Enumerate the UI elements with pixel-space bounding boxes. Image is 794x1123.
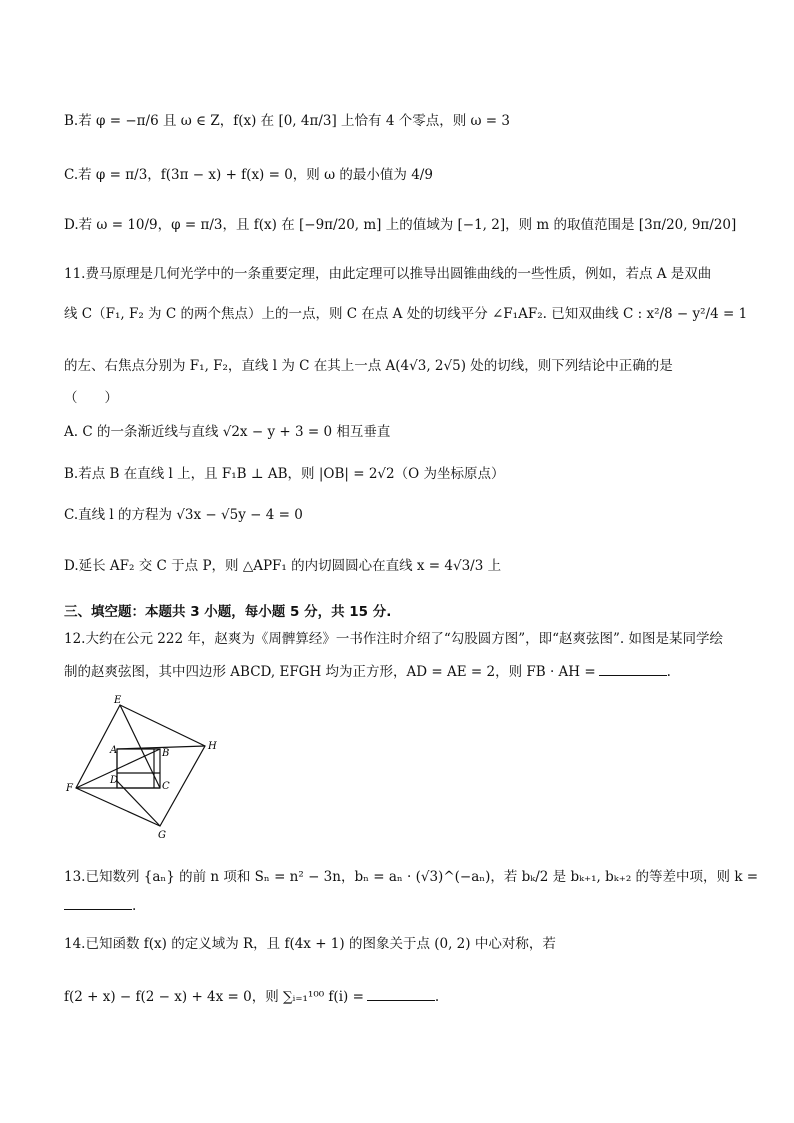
line-q11-a [64,420,390,440]
q11-stem-3: 的左、右焦点分别为 F₁, F₂，直线 l 为 C 在其上一点 A(4√3, 2√5) 处的切线，则下列结论中正确的是 [64,358,673,374]
square-efgh [76,705,205,826]
line-q13-2 [64,897,136,914]
line-q10-b [64,109,510,129]
line-q10-d [64,213,736,233]
q10-option-b: B.若 φ = −π/6 且 ω ∈ Z，f(x) 在 [0, 4π/3] 上恰有 4 个零点，则 ω = 3 [64,113,510,129]
label-h: H [208,741,217,752]
q11-stem-2: 线 C（F₁, F₂ 为 C 的两个焦点）上的一点，则 C 在点 A 处的切线平分 ∠F₁AF₂. 已知双曲线 C : x²/8 − y²/4 = 1 [64,306,748,322]
q14-end: . [434,989,440,1005]
q12-answer-blank[interactable] [599,663,667,676]
line-q11-b [64,462,504,482]
label-c: C [162,781,170,792]
label-f: F [66,783,73,794]
line-q12-1 [64,627,723,647]
q14-text-2: f(2 + x) − f(2 − x) + 4x = 0，则 ∑ᵢ₌₁¹⁰⁰ f(i) = [64,989,364,1005]
zhao-shuang-figure [62,693,222,843]
line-q11-d [64,554,501,574]
q12-end: . [666,664,671,680]
q12-text-1: 12.大约在公元 222 年，赵爽为《周髀算经》一书作注时介绍了“勾股圆方图”，即“赵爽弦图”. 如图是某同学绘 [64,631,724,647]
q10-option-d: D.若 ω = 10/9，φ = π/3，且 f(x) 在 [−9π/20, m] 上的值域为 [−1, 2]，则 m 的取值范围是 [3π/20, 9π/20] [64,217,737,233]
label-d: D [110,775,119,786]
line-q11-paren [64,386,118,406]
q14-answer-blank[interactable] [367,988,435,1001]
section-3-heading: 三、填空题：本题共 3 小题，每小题 5 分，共 15 分. [64,604,392,620]
q12-text-2: 制的赵爽弦图，其中四边形 ABCD, EFGH 均为正方形，AD = AE = 2，则 FB · AH = [64,664,596,680]
q11-answer-paren: （ ） [64,390,118,406]
label-e: E [114,695,122,706]
q13-end: . [132,898,137,914]
line-q11-stem1 [64,262,711,282]
line-q11-c [64,503,303,523]
label-g: G [158,830,166,841]
label-b: B [162,748,170,759]
line-q12-2 [64,660,671,680]
q11-stem-1: 11.费马原理是几何光学中的一条重要定理，由此定理可以推导出圆锥曲线的一些性质，例如，若点 A 是双曲 [64,266,712,282]
line-section3 [64,600,391,620]
q14-text-1: 14.已知函数 f(x) 的定义域为 R，且 f(4x + 1) 的图象关于点 (0, 2) 中心对称，若 [64,936,556,952]
line-q10-c [64,163,433,183]
q10-option-c: C.若 φ = π/3，f(3π − x) + f(x) = 0，则 ω 的最小值为 4/9 [64,167,433,183]
line-q11-stem3 [64,354,673,374]
line-q13-1 [64,865,758,885]
q13-answer-blank[interactable] [64,897,132,910]
q11-option-c: C.直线 l 的方程为 √3x − √5y − 4 = 0 [64,507,303,523]
line-q14-2 [64,985,439,1005]
line-q11-stem2 [64,302,747,322]
q11-option-b: B.若点 B 在直线 l 上，且 F₁B ⊥ AB，则 |OB| = 2√2（O 为坐标原点） [64,466,505,482]
q13-text: 13.已知数列 {aₙ} 的前 n 项和 Sₙ = n² − 3n，bₙ = aₙ · (√3)^(−aₙ)，若 bₖ/2 是 bₖ₊₁, bₖ₊₂ 的等差中项，则 k = [64,869,759,885]
line-q14-1 [64,932,556,952]
q11-option-a: A. C 的一条渐近线与直线 √2x − y + 3 = 0 相互垂直 [64,424,391,440]
label-a: A [110,745,118,756]
q11-option-d: D.延长 AF₂ 交 C 于点 P，则 △APF₁ 的内切圆圆心在直线 x = 4√3/3 上 [64,558,502,574]
